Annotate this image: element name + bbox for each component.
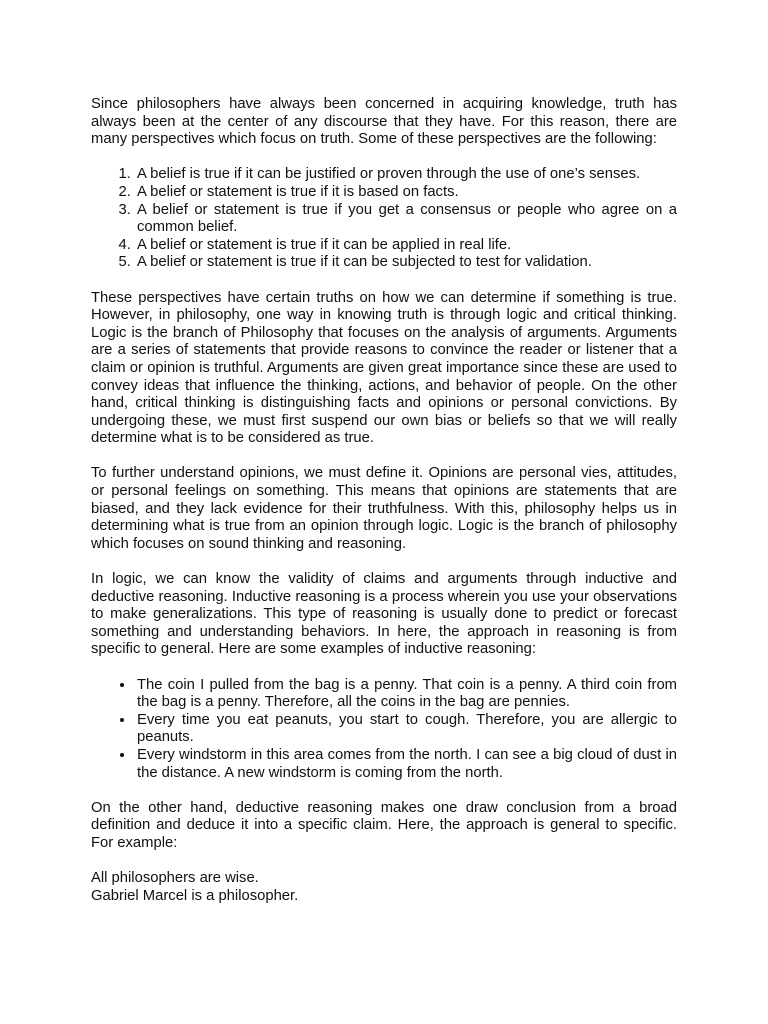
list-item: 2. A belief or statement is true if it is based on facts. [135, 184, 677, 202]
document-page [91, 96, 677, 905]
syllogism-line: Gabriel Marcel is a philosopher. [91, 887, 299, 904]
list-item: • Every time you eat peanuts, you start to cough. Therefore, you are allergic to peanuts. [135, 712, 677, 747]
syllogism-line: All philosophers are wise. [91, 870, 259, 887]
intro-paragraph: Since philosophers have always been concerned in acquiring knowledge, truth has always been at the center of any discourse that they have. For this reason, there are many perspectives which focus on truth. Some of these perspectives are the following: [91, 96, 677, 148]
deductive-paragraph: On the other hand, deductive reasoning makes one draw conclusion from a broad definition and deduce it into a specific claim. Here, the approach is general to specific. For example: [91, 799, 677, 851]
inductive-paragraph: In logic, we can know the validity of claims and arguments through inductive and deductive reasoning. Inductive reasoning is a process wherein you use your observations to make generalizations. This type of reasoning is usually done to predict or forecast something and understanding behaviors. In here, the approach in reasoning is from specific to general. Here are some examples of inductive reasoning: [91, 571, 677, 658]
list-item: • The coin I pulled from the bag is a penny. That coin is a penny. A third coin from the bag is a penny. Therefore, all the coins in the bag are pennies. [135, 677, 677, 712]
list-item: 3. A belief or statement is true if you get a consensus or people who agree on a common belief. [135, 202, 677, 237]
list-item: 5. A belief or statement is true if it can be subjected to test for validation. [135, 254, 677, 272]
inductive-examples-list [91, 677, 677, 783]
truth-perspectives-list [91, 166, 677, 272]
opinions-paragraph: To further understand opinions, we must define it. Opinions are personal vies, attitudes, or personal feelings on something. This means that opinions are statements that are biased, and they lack evidence for their truthfulness. With this, philosophy helps us in determining what is true from an opinion through logic. Logic is the branch of philosophy which focuses on sound thinking and reasoning. [91, 465, 677, 552]
list-item: 4. A belief or statement is true if it can be applied in real life. [135, 237, 677, 255]
list-item: • Every windstorm in this area comes from the north. I can see a big cloud of dust in the distance. A new windstorm is coming from the north. [135, 747, 677, 782]
logic-paragraph: These perspectives have certain truths on how we can determine if something is true. However, in philosophy, one way in knowing truth is through logic and critical thinking. Logic is the branch of Philosophy that focuses on the analysis of arguments. Arguments are a series of statements that provide reasons to convince the reader or listener that a claim or opinion is truthful. Arguments are given great importance since these are used to convey ideas that influence the thinking, actions, and behavior of people. On the other hand, critical thinking is distinguishing facts and opinions or personal convictions. By undergoing these, we must first suspend our own bias or beliefs so that we will really determine what is to be considered as true. [91, 289, 677, 447]
list-item: 1. A belief is true if it can be justified or proven through the use of one’s senses. [135, 166, 677, 184]
